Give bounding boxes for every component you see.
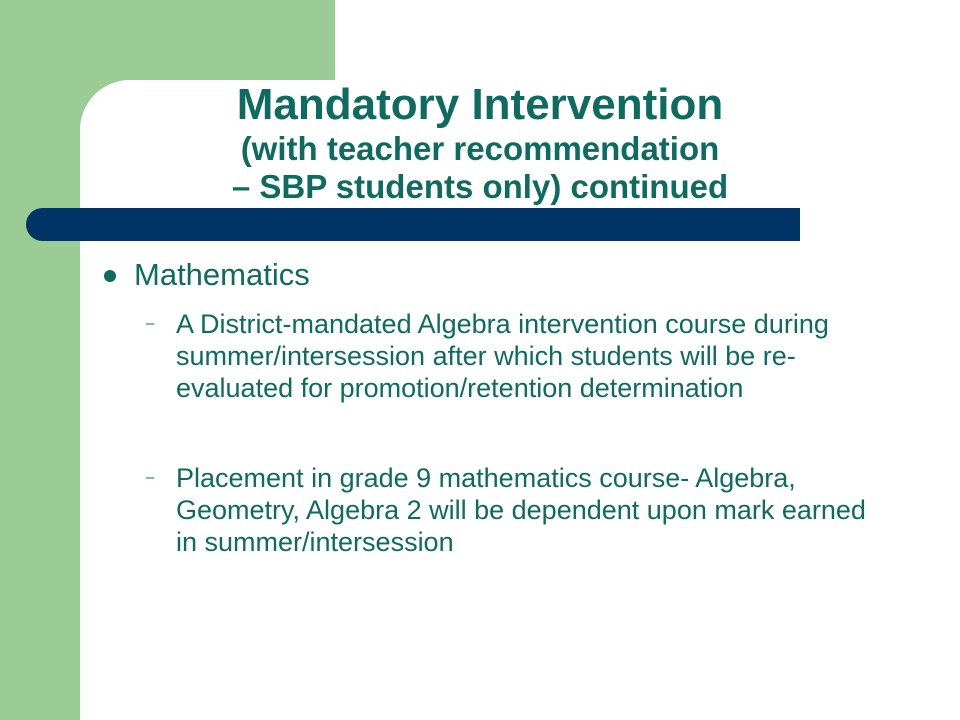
dash-icon: – (146, 469, 155, 486)
slide-subtitle-line-1: (with teacher recommendation (240, 130, 720, 167)
bullet-label: Mathematics (134, 257, 310, 292)
sub-bullet-text: A District-mandated Algebra intervention course during summer/intersession after which students will be re-evaluated for promotion/retention determination (176, 309, 829, 403)
background-green-strip (0, 0, 80, 720)
bullet-item-mathematics (100, 252, 880, 298)
bullet-dot-icon (104, 270, 116, 282)
slide-title-block (80, 80, 880, 206)
slide-subtitle-line-2: – SBP students only) continued (231, 168, 729, 205)
sub-bullet-item (100, 462, 880, 558)
slide-body (100, 252, 880, 558)
slide-title: Mandatory Intervention (236, 80, 724, 129)
sub-bullet-text: Placement in grade 9 mathematics course- Algebra, Geometry, Algebra 2 will be dependent upon mark earned in summer/intersession (176, 463, 866, 557)
sub-bullet-item (100, 308, 880, 404)
title-underline-bar (26, 208, 800, 241)
dash-icon: – (146, 315, 155, 332)
